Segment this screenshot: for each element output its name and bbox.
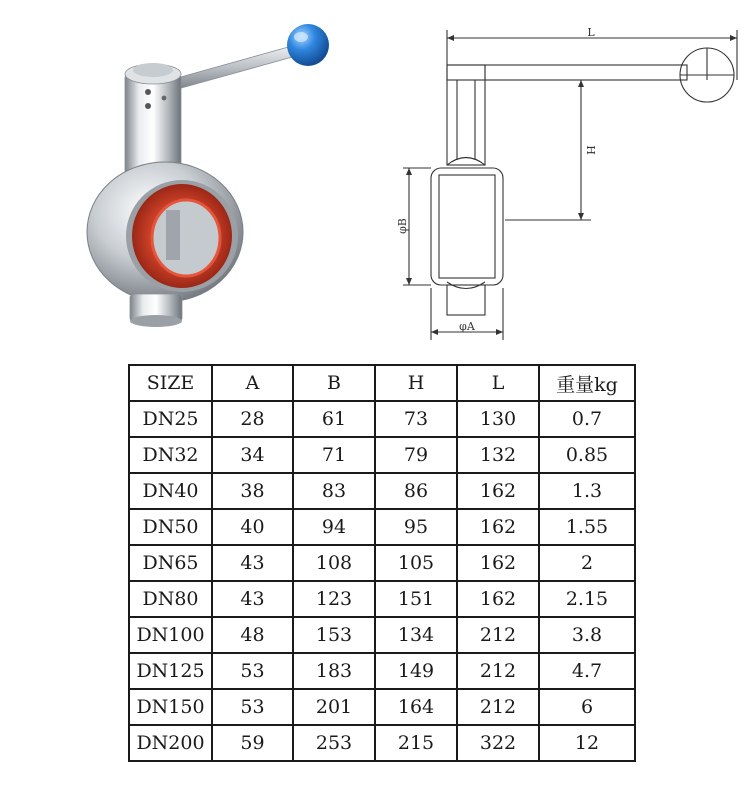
cell-b: 94 [293,509,375,545]
cell-a: 40 [212,509,293,545]
table-row [129,653,635,689]
cell-b: 123 [293,581,375,617]
header-a: A [212,365,293,401]
spec-table [128,364,636,762]
cell-l: 132 [457,437,539,473]
cell-b: 83 [293,473,375,509]
table-row [129,689,635,725]
table-row [129,617,635,653]
table-row [129,437,635,473]
cell-h: 149 [375,653,457,689]
cell-b: 201 [293,689,375,725]
cell-a: 34 [212,437,293,473]
cell-a: 38 [212,473,293,509]
header-h: H [375,365,457,401]
cell-a: 53 [212,653,293,689]
dimension-drawing [395,20,745,350]
cell-h: 73 [375,401,457,437]
cell-b: 61 [293,401,375,437]
cell-size: DN150 [129,689,212,725]
cell-weight: 2.15 [539,581,635,617]
cell-size: DN50 [129,509,212,545]
cell-b: 71 [293,437,375,473]
dim-label-L: L [587,26,595,39]
cell-weight: 3.8 [539,617,635,653]
table-row [129,581,635,617]
cell-size: DN100 [129,617,212,653]
table-row [129,545,635,581]
cell-size: DN25 [129,401,212,437]
cell-b: 153 [293,617,375,653]
dim-label-H: H [584,145,597,155]
valve-photo [70,10,360,340]
header-weight: 重量kg [539,365,635,401]
cell-weight: 1.55 [539,509,635,545]
cell-a: 28 [212,401,293,437]
cell-size: DN32 [129,437,212,473]
cell-h: 86 [375,473,457,509]
cell-h: 215 [375,725,457,761]
cell-h: 164 [375,689,457,725]
table-row [129,725,635,761]
cell-weight: 1.3 [539,473,635,509]
cell-a: 43 [212,581,293,617]
cell-weight: 6 [539,689,635,725]
cell-a: 48 [212,617,293,653]
cell-weight: 0.85 [539,437,635,473]
header-l: L [457,365,539,401]
cell-weight: 12 [539,725,635,761]
cell-l: 162 [457,473,539,509]
table-row [129,401,635,437]
cell-weight: 0.7 [539,401,635,437]
cell-l: 212 [457,617,539,653]
table-header-row [129,365,635,401]
cell-l: 322 [457,725,539,761]
cell-h: 134 [375,617,457,653]
cell-a: 43 [212,545,293,581]
cell-size: DN200 [129,725,212,761]
cell-h: 79 [375,437,457,473]
cell-l: 130 [457,401,539,437]
cell-b: 253 [293,725,375,761]
header-b: B [293,365,375,401]
cell-a: 53 [212,689,293,725]
cell-size: DN65 [129,545,212,581]
dim-label-A: φA [459,320,475,333]
cell-h: 151 [375,581,457,617]
cell-a: 59 [212,725,293,761]
cell-l: 162 [457,545,539,581]
cell-size: DN40 [129,473,212,509]
cell-h: 105 [375,545,457,581]
cell-l: 212 [457,689,539,725]
cell-b: 108 [293,545,375,581]
cell-l: 212 [457,653,539,689]
table-row [129,473,635,509]
table-row [129,509,635,545]
cell-weight: 2 [539,545,635,581]
cell-size: DN80 [129,581,212,617]
cell-size: DN125 [129,653,212,689]
cell-weight: 4.7 [539,653,635,689]
cell-b: 183 [293,653,375,689]
cell-l: 162 [457,581,539,617]
cell-h: 95 [375,509,457,545]
header-size: SIZE [129,365,212,401]
cell-l: 162 [457,509,539,545]
dim-label-B: φB [396,218,409,234]
